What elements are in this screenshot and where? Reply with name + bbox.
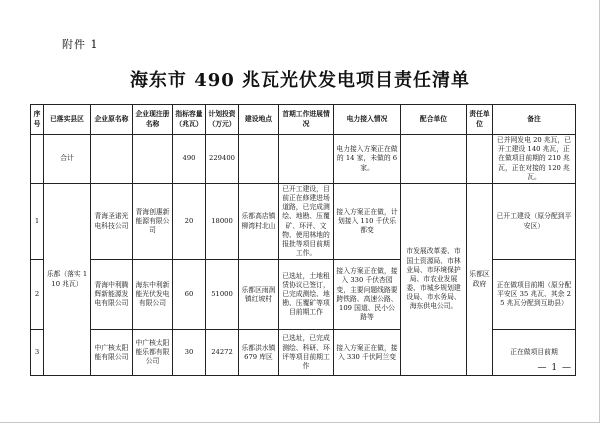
project-row-3-cell-2: 中广核太阳能有限公司 — [91, 330, 133, 376]
project-row-3-cell-0: 3 — [31, 330, 44, 376]
header-cell-10: 责任单位 — [467, 105, 493, 135]
project-row-3-cell-4: 30 — [173, 330, 206, 376]
header-cell-3: 企业现注册名称 — [133, 105, 173, 135]
total-row-cell-8: 电力接入方案正在做的 14 家，未做的 6 家。 — [334, 135, 401, 184]
total-row-cell-2 — [91, 135, 133, 184]
project-row-1-cell-0: 1 — [31, 183, 44, 259]
project-row-2-cell-4: 60 — [173, 260, 206, 330]
project-row-1-cell-9: 市发展改革委、市国土资源局、市林业局、市环境保护局、市农业发展委、市城乡规划建设局、市水务局、海东供电公司。 — [401, 183, 467, 375]
project-row-3-cell-7: 已选址，已完成测绘、科研、环评等项目前期工作 — [279, 330, 334, 376]
header-cell-5: 计划投资（万元） — [206, 105, 239, 135]
header-cell-7: 首期工作进展情况 — [279, 105, 334, 135]
project-row-3-cell-11: 正在做项目前期 — [493, 330, 576, 376]
project-row-3-cell-6: 乐都洪水镇 679 库区 — [239, 330, 279, 376]
header-cell-6: 建设地点 — [239, 105, 279, 135]
project-row-2-cell-3: 海东中利新能光伏发电有限公司 — [133, 260, 173, 330]
project-row-1-cell-4: 20 — [173, 183, 206, 259]
project-row-1-cell-10: 乐都区政府 — [467, 183, 493, 375]
project-row-3-cell-8: 接入方案正在做，接入 330 千伏阿兰变 — [334, 330, 401, 376]
project-row-2-cell-6: 乐都区雨润镇红坡村 — [239, 260, 279, 330]
project-row-1-cell-5: 18000 — [206, 183, 239, 259]
project-row-1-cell-3: 青海创惠新能源有限公司 — [133, 183, 173, 259]
project-row-2-cell-8: 接入方案正在做，接入 330 千伏杏园变，主要问题线路要跨铁路、高速公路、109 国道、民小公路等 — [334, 260, 401, 330]
total-row-cell-11: 已并网发电 20 兆瓦，已开工建设 140 兆瓦，正在做项目前期的 210 兆瓦，正在对接的 120 兆瓦。 — [493, 135, 576, 184]
total-row — [31, 135, 576, 184]
project-row-1-cell-6: 乐都高店镇柳湾村北山 — [239, 183, 279, 259]
header-cell-8: 电力接入情况 — [334, 105, 401, 135]
total-row-cell-6 — [239, 135, 279, 184]
project-row-3 — [31, 330, 576, 376]
responsibility-table — [30, 104, 576, 376]
header-cell-9: 配合单位 — [401, 105, 467, 135]
total-row-cell-3 — [133, 135, 173, 184]
total-row-cell-1: 合计 — [44, 135, 91, 184]
project-row-1-cell-8: 接入方案正在做，计划接入 110 千伏乐都变 — [334, 183, 401, 259]
table-header-row — [31, 105, 576, 135]
project-row-3-cell-3: 中广核太阳能乐都有限公司 — [133, 330, 173, 376]
total-row-cell-4: 490 — [173, 135, 206, 184]
total-row-cell-9 — [401, 135, 467, 184]
project-row-2-cell-11: 正在做项目前期（原分配平安区 35 兆瓦、其余 25 兆瓦分配到互助县） — [493, 260, 576, 330]
attachment-label: 附件 1 — [62, 38, 99, 51]
total-row-cell-7 — [279, 135, 334, 184]
header-cell-4: 指标容量（兆瓦） — [173, 105, 206, 135]
total-row-cell-5: 229400 — [206, 135, 239, 184]
header-cell-11: 备注 — [493, 105, 576, 135]
project-row-1 — [31, 183, 576, 259]
project-row-1-cell-1: 乐都（落实 110 兆瓦） — [44, 183, 91, 375]
project-row-1-cell-11: 已开工建设（原分配到平安区） — [493, 183, 576, 259]
project-row-3-cell-5: 24272 — [206, 330, 239, 376]
project-row-2-cell-0: 2 — [31, 260, 44, 330]
page-title: 海东市 490 兆瓦光伏发电项目责任清单 — [129, 70, 471, 91]
project-row-2-cell-2: 青海中利腾辉新能源发电有限公司 — [91, 260, 133, 330]
page-number: — 1 — — [537, 363, 572, 373]
header-cell-2: 企业原名称 — [91, 105, 133, 135]
project-row-2-cell-5: 51000 — [206, 260, 239, 330]
project-row-1-cell-7: 已开工建设，目前正在修建进场道路，已完成测绘、地勘、压覆矿、环评、文物、使用林地的报批等项目前期工作。 — [279, 183, 334, 259]
project-row-2 — [31, 260, 576, 330]
header-cell-0: 序号 — [31, 105, 44, 135]
project-row-1-cell-2: 青海圣诺光电科技公司 — [91, 183, 133, 259]
header-cell-1: 已落实县区 — [44, 105, 91, 135]
total-row-cell-10 — [467, 135, 493, 184]
total-row-cell-0 — [31, 135, 44, 184]
project-row-2-cell-7: 已选址，土地租赁协议已签订，已完成测绘、地勘、压覆矿等项目前期工作 — [279, 260, 334, 330]
